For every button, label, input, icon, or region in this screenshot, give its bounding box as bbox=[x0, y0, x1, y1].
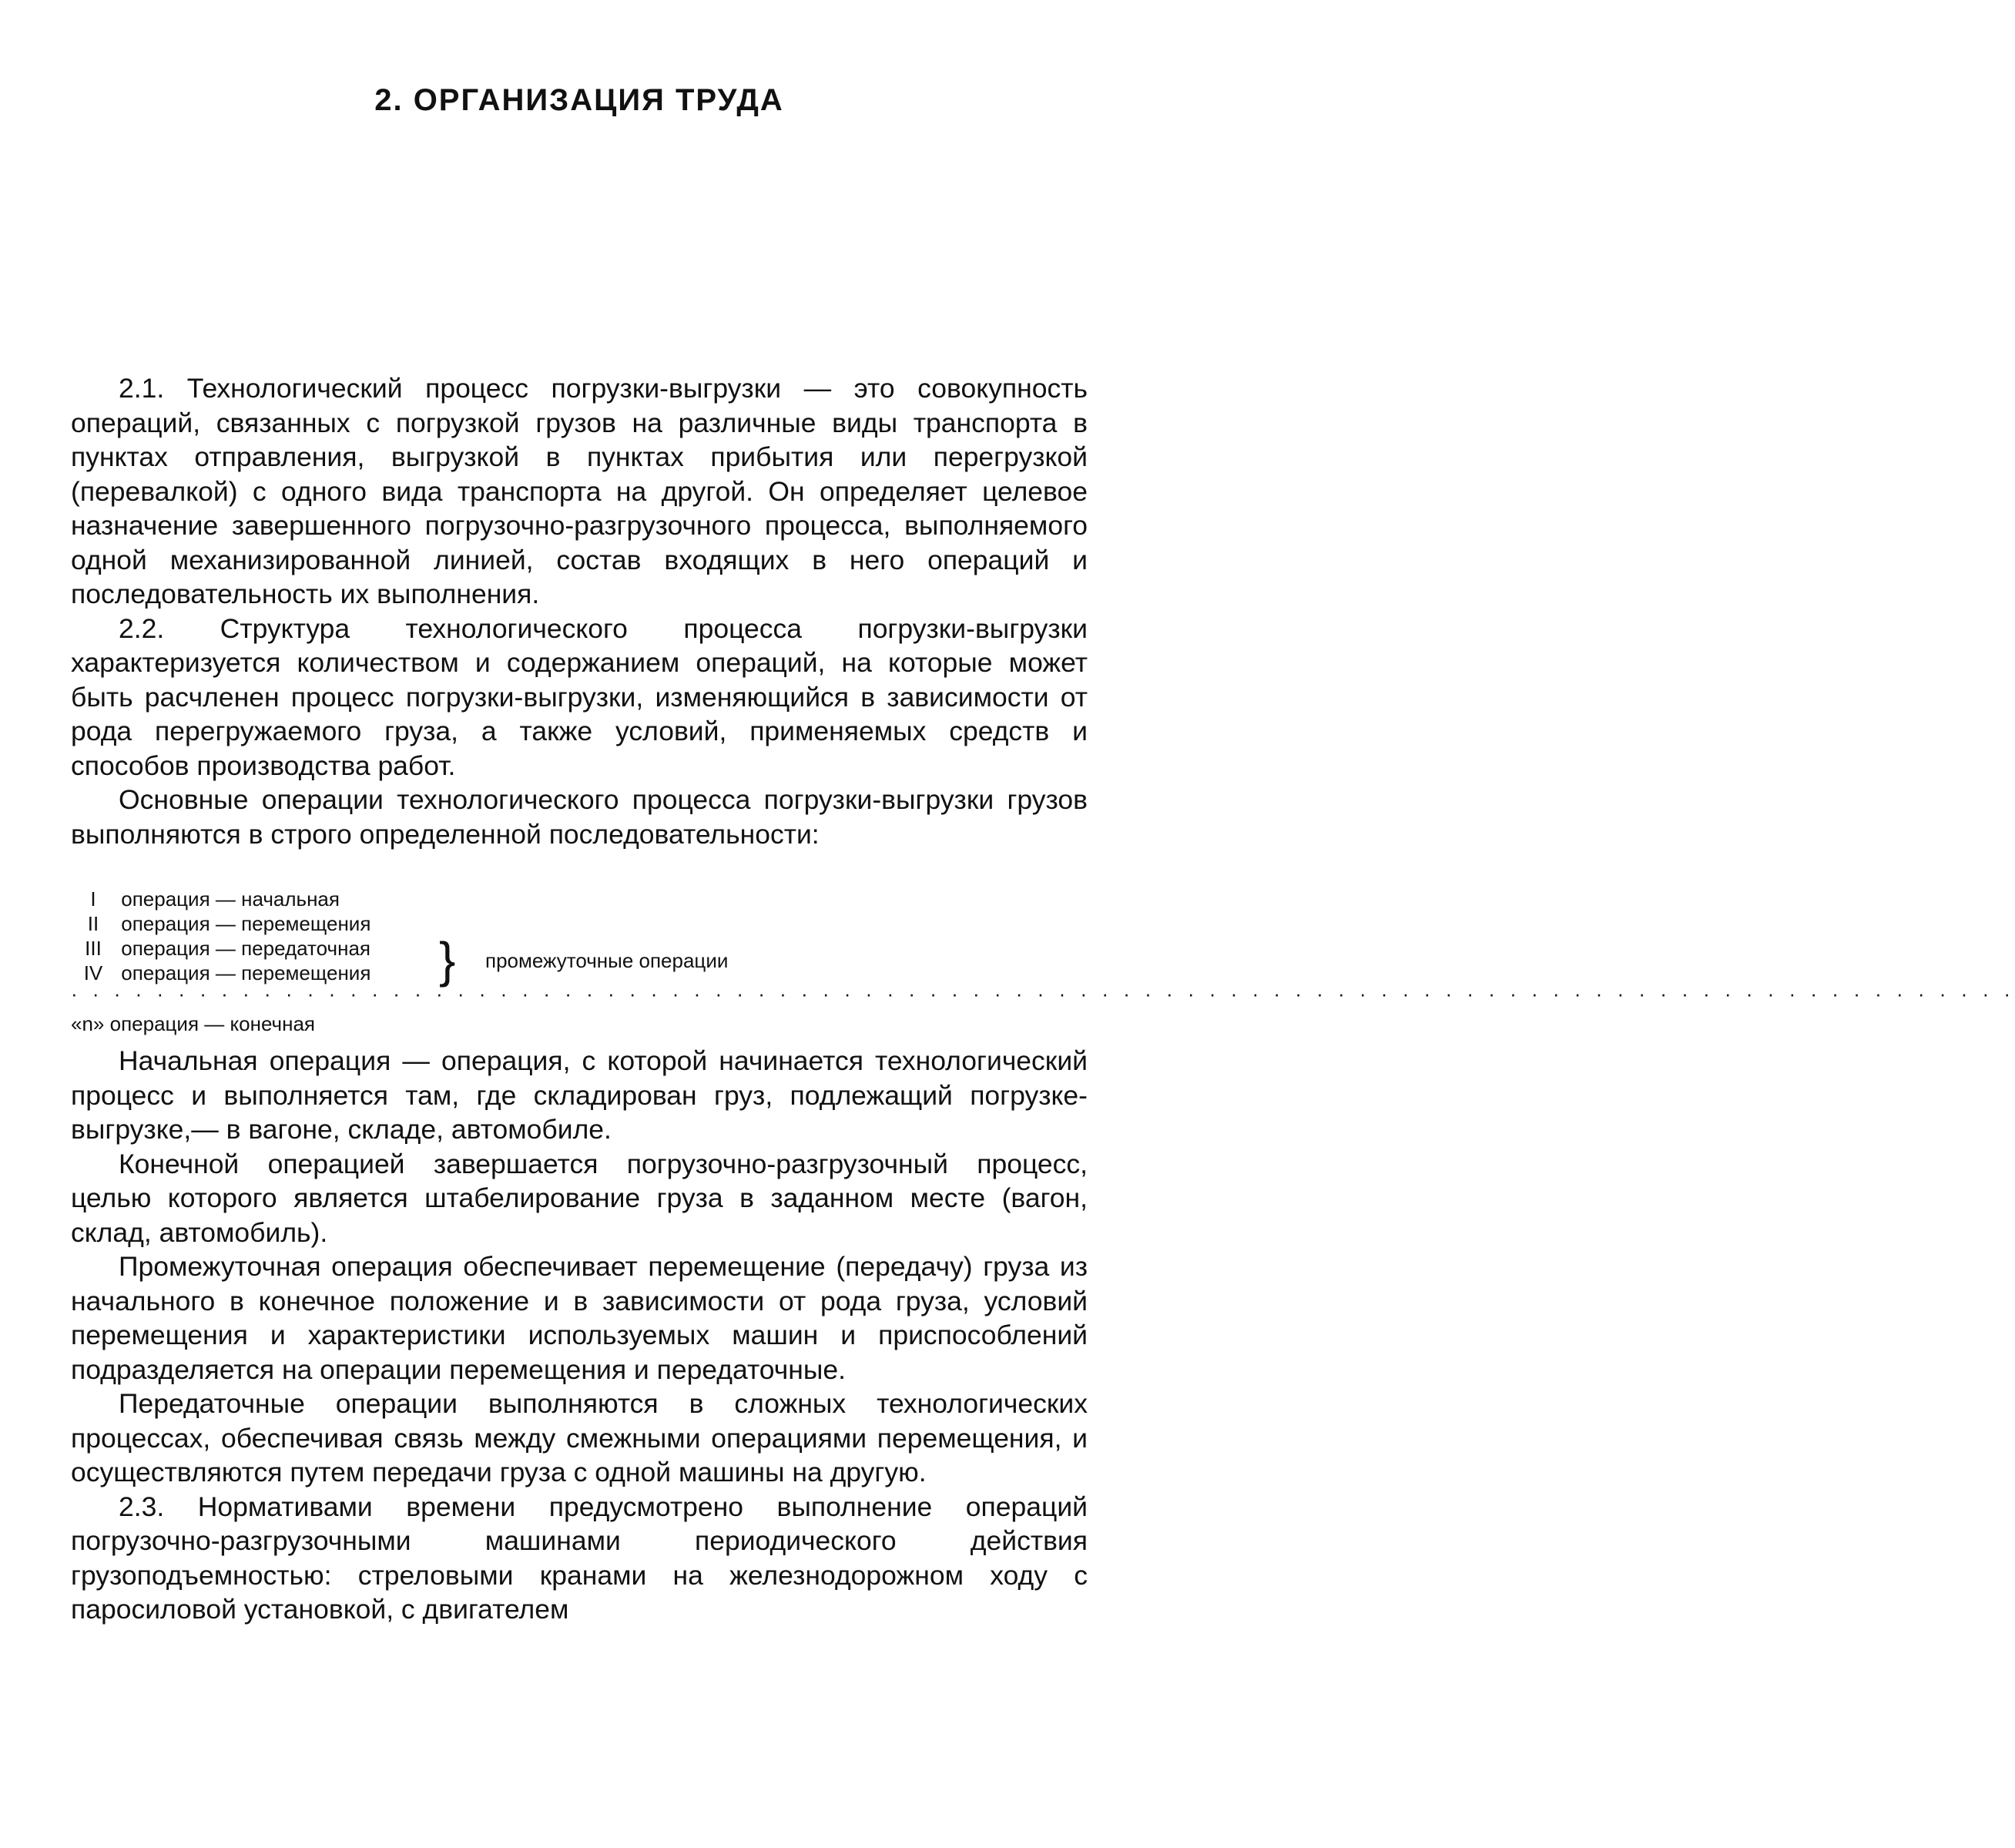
scheme-final-row: «n» операция — конечная bbox=[71, 1012, 315, 1035]
section-body bbox=[71, 371, 2015, 1627]
scheme-row-number: IV bbox=[83, 961, 103, 984]
paragraph-transfer-operations: Передаточные операции выполняются в сложных технологических процессах, обеспечивая связь между смежными операциями перемещения, и осуществляются путем передачи груза с одной машины на другую. bbox=[71, 1388, 1088, 1487]
document-page bbox=[71, 0, 2015, 1848]
section-heading: 2. ОРГАНИЗАЦИЯ ТРУДА bbox=[374, 83, 784, 117]
right-brace-icon: } bbox=[439, 932, 456, 988]
paragraph-2-1: 2.1. Технологический процесс погрузки-выгрузки — это совокупность операций, связанных с погрузкой грузов на различные виды транспорта в пунктах отправления, выгрузкой в пунктах прибытия или перегрузкой (перевалкой) с одного вида транспорта на другой. Он определяет целевое назначение завершенного погрузочно-разгрузочного процесса, выполняемого одной механизированной линией, состав входящих в него операций и последовательность их выполнения. bbox=[71, 373, 1088, 609]
paragraph-intermediate-operation: Промежуточная операция обеспечивает перемещение (передачу) груза из начального в конечное положение и в зависимости от рода груза, условий перемещения и характеристики используемых машин и приспособлений подразделяется на операции перемещения и передаточные. bbox=[71, 1251, 1088, 1385]
intermediate-operations-group bbox=[71, 932, 1088, 988]
dotted-separator: · · · · · · · · · · · · · · · · · · · · · · · · · · · · · · · · · · · · · · · · · · · · · · · · · · · · · · · · · · · · · · · · · · · · · · · · · · · · · · · · · · · · · · · · · · · bbox=[71, 982, 2015, 1005]
paragraph-final-operation: Конечной операцией завершается погрузочно-разгрузочный процесс, целью которого является штабелирование груза в заданном месте (вагон, склад, автомобиль). bbox=[71, 1148, 1088, 1248]
scheme-row bbox=[71, 911, 1088, 936]
scheme-row-text: операция — перемещения bbox=[121, 961, 371, 984]
scheme-row-number: III bbox=[85, 937, 102, 960]
scheme-row-number: II bbox=[87, 912, 99, 935]
scheme-row-text: операция — начальная bbox=[121, 887, 340, 911]
paragraph-initial-operation: Начальная операция — операция, с которой начинается технологический процесс и выполняется там, где складирован груз, подлежащий погрузке-выгрузке,— в вагоне, складе, автомобиле. bbox=[71, 1045, 1088, 1145]
scheme-row bbox=[71, 887, 1088, 911]
operations-scheme bbox=[71, 887, 2015, 1036]
scheme-row-number: I bbox=[90, 887, 96, 911]
paragraph-2-2: 2.2. Структура технологического процесса погрузки-выгрузки характеризуется количеством и содержанием операций, на которые может быть расчленен процесс погрузки-выгрузки, изменяющийся в зависимости от рода перегружаемого груза, а также условий, применяемых средств и способов производства работ. bbox=[71, 612, 1088, 781]
brace-label: промежуточные операции bbox=[485, 949, 729, 972]
paragraph-sequence-intro: Основные операции технологического процесса погрузки-выгрузки грузов выполняются в строго определенной последовательности: bbox=[71, 784, 1088, 850]
scheme-row-text: операция — перемещения bbox=[121, 912, 371, 935]
scheme-row-text: операция — передаточная bbox=[121, 937, 370, 960]
paragraph-2-3: 2.3. Нормативами времени предусмотрено выполнение операций погрузочно-разгрузочными машинами периодического действия грузоподъемностью: стреловыми кранами на железнодорожном ходу с паросиловой установкой, с двигателем bbox=[71, 1491, 1088, 1625]
